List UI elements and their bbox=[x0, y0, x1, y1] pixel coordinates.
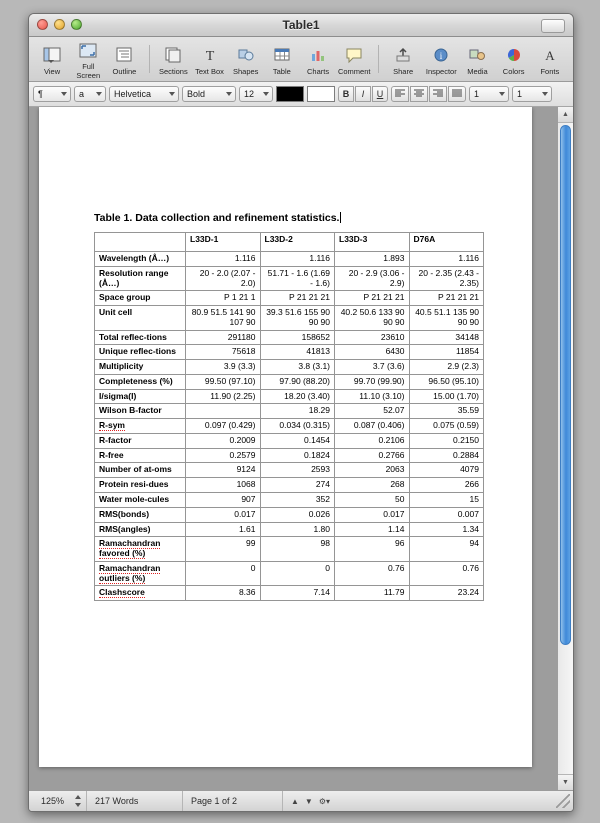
page-title-text: Table 1. Data collection and refinement statistics. bbox=[94, 212, 340, 224]
table-row-label: I/sigma(I) bbox=[95, 389, 186, 404]
toolbar-label-comment: Comment bbox=[337, 66, 371, 76]
paragraph-style-value: ¶ bbox=[38, 89, 43, 99]
textbox-icon bbox=[192, 43, 226, 67]
toolbar-item-media[interactable] bbox=[460, 43, 494, 76]
table-cell: 99 bbox=[186, 537, 261, 562]
font-style-value: Bold bbox=[187, 89, 206, 99]
table-cell: 2.9 (2.3) bbox=[409, 360, 484, 375]
table-row-label bbox=[95, 586, 186, 601]
close-button[interactable] bbox=[37, 19, 48, 30]
table-row bbox=[95, 291, 484, 306]
table-cell: 3.7 (3.6) bbox=[335, 360, 410, 375]
table-cell: 80.9 51.5 141 90 107 90 bbox=[186, 306, 261, 331]
table-cell: 96 bbox=[335, 537, 410, 562]
table-cell: 75618 bbox=[186, 345, 261, 360]
table-row bbox=[95, 345, 484, 360]
table-cell: 1.14 bbox=[335, 522, 410, 537]
toolbar-label-text-box: Text Box bbox=[195, 66, 224, 76]
scroll-up-arrow[interactable]: ▲ bbox=[558, 107, 573, 123]
toolbar-item-view[interactable] bbox=[35, 43, 69, 76]
table-row-label: R-factor bbox=[95, 433, 186, 448]
table-row bbox=[95, 419, 484, 434]
view-icon bbox=[35, 43, 69, 67]
table-row bbox=[95, 330, 484, 345]
align-center-button[interactable] bbox=[410, 86, 428, 102]
table-cell: 35.59 bbox=[409, 404, 484, 419]
window-title: Table1 bbox=[282, 18, 320, 32]
paragraph-style-select[interactable] bbox=[33, 86, 71, 102]
font-size-value: 12 bbox=[244, 89, 255, 99]
table-row-label: Number of at-oms bbox=[95, 463, 186, 478]
table-cell: P 21 21 21 bbox=[409, 291, 484, 306]
outline-icon bbox=[107, 43, 141, 67]
toolbar-label-full-screen: Full Screen bbox=[76, 62, 101, 80]
table-cell: 266 bbox=[409, 478, 484, 493]
colors-icon bbox=[497, 43, 531, 67]
table-cell: 8.36 bbox=[186, 586, 261, 601]
table-row bbox=[95, 478, 484, 493]
toolbar-item-comment[interactable] bbox=[337, 43, 371, 76]
window-titlebar[interactable] bbox=[29, 14, 573, 37]
scroll-down-arrow[interactable]: ▼ bbox=[558, 774, 573, 790]
table-cell: 0.087 (0.406) bbox=[335, 419, 410, 434]
table-cell: 94 bbox=[409, 537, 484, 562]
comment-icon bbox=[337, 43, 371, 67]
table-cell: 0 bbox=[186, 561, 261, 586]
table-cell: 0.007 bbox=[409, 507, 484, 522]
toolbar-label-charts: Charts bbox=[306, 66, 330, 76]
table-row-label: Protein resi-dues bbox=[95, 478, 186, 493]
table-row-label: Multiplicity bbox=[95, 360, 186, 375]
table-row-label: RMS(angles) bbox=[95, 522, 186, 537]
text-caret bbox=[340, 212, 341, 223]
table-cell: 2593 bbox=[260, 463, 335, 478]
page-up-icon[interactable]: ▲ bbox=[291, 796, 299, 806]
zoom-value: 125% bbox=[41, 796, 65, 806]
table-row-label: RMS(bonds) bbox=[95, 507, 186, 522]
svg-text:T: T bbox=[205, 49, 214, 65]
table-cell: 34148 bbox=[409, 330, 484, 345]
table-cell: P 1 21 1 bbox=[186, 291, 261, 306]
table-cell: 20 - 2.35 (2.43 - 2.35) bbox=[409, 266, 484, 291]
table-row bbox=[95, 266, 484, 291]
table-cell: 97.90 (88.20) bbox=[260, 374, 335, 389]
table-cell: 98 bbox=[260, 537, 335, 562]
toolbar-separator-1 bbox=[149, 45, 150, 73]
table-row-label: Total reflec-tions bbox=[95, 330, 186, 345]
table-row bbox=[95, 537, 484, 562]
table-cell: 0.1824 bbox=[260, 448, 335, 463]
fullscreen-icon bbox=[71, 38, 105, 62]
table-cell: 1068 bbox=[186, 478, 261, 493]
toolbar-label-outline: Outline bbox=[112, 66, 137, 76]
table-cell bbox=[186, 404, 261, 419]
toolbar-item-shapes[interactable] bbox=[229, 43, 263, 76]
table-cell: 9124 bbox=[186, 463, 261, 478]
table-cell: 0.2009 bbox=[186, 433, 261, 448]
table-header bbox=[95, 233, 484, 252]
main-toolbar bbox=[29, 37, 573, 82]
toolbar-item-share[interactable] bbox=[386, 43, 420, 76]
table-row-label: Wavelength (Å…) bbox=[95, 252, 186, 267]
text-color-swatch[interactable] bbox=[276, 86, 304, 102]
toolbar-toggle-button[interactable] bbox=[541, 19, 565, 33]
list-style-value: a bbox=[79, 89, 85, 99]
document-page[interactable] bbox=[39, 107, 532, 767]
resize-grip[interactable] bbox=[556, 794, 570, 808]
table-cell: 0.2766 bbox=[335, 448, 410, 463]
table-row bbox=[95, 374, 484, 389]
charts-icon bbox=[301, 43, 335, 67]
toolbar-label-media: Media bbox=[467, 66, 488, 76]
table-cell: 40.2 50.6 133 90 90 90 bbox=[335, 306, 410, 331]
table-cell: 0 bbox=[260, 561, 335, 586]
format-bar bbox=[29, 82, 573, 107]
table-row bbox=[95, 493, 484, 508]
table-cell: 99.70 (99.90) bbox=[335, 374, 410, 389]
toolbar-item-full-screen[interactable] bbox=[71, 38, 105, 80]
zoom-stepper[interactable] bbox=[75, 795, 82, 807]
toolbar-label-shapes: Shapes bbox=[232, 66, 259, 76]
underline-button[interactable]: U bbox=[372, 86, 388, 102]
table-col-header-1: L33D-1 bbox=[186, 233, 261, 252]
table-cell: 0.2884 bbox=[409, 448, 484, 463]
table-row-label: Unique reflec-tions bbox=[95, 345, 186, 360]
columns-select[interactable] bbox=[512, 86, 552, 102]
table-row-label: Space group bbox=[95, 291, 186, 306]
table-row bbox=[95, 433, 484, 448]
misspelled-word: R-sym bbox=[99, 420, 125, 431]
toolbar-item-table[interactable] bbox=[265, 43, 299, 76]
table-cell: 0.76 bbox=[409, 561, 484, 586]
table-cell: 15 bbox=[409, 493, 484, 508]
toolbar-item-fonts[interactable] bbox=[533, 43, 567, 76]
table-col-header-0 bbox=[95, 233, 186, 252]
table-row bbox=[95, 586, 484, 601]
table-cell: 41813 bbox=[260, 345, 335, 360]
fonts-icon bbox=[533, 43, 567, 67]
table-cell: 0.2579 bbox=[186, 448, 261, 463]
font-family-select[interactable] bbox=[109, 86, 179, 102]
table-cell: 7.14 bbox=[260, 586, 335, 601]
toolbar-item-outline[interactable] bbox=[107, 43, 141, 76]
table-row-label: R-free bbox=[95, 448, 186, 463]
fill-color-swatch[interactable] bbox=[307, 86, 335, 102]
table-row bbox=[95, 360, 484, 375]
table-row bbox=[95, 463, 484, 478]
table-cell: P 21 21 21 bbox=[335, 291, 410, 306]
italic-button[interactable]: I bbox=[355, 86, 371, 102]
table-cell: 1.116 bbox=[260, 252, 335, 267]
table-row-label: Completeness (%) bbox=[95, 374, 186, 389]
table-row-label bbox=[95, 419, 186, 434]
align-right-button[interactable] bbox=[429, 86, 447, 102]
zoom-control[interactable] bbox=[33, 791, 87, 811]
toolbar-item-text-box[interactable] bbox=[192, 43, 226, 76]
table-cell: 11854 bbox=[409, 345, 484, 360]
table-cell: 352 bbox=[260, 493, 335, 508]
table-cell: 4079 bbox=[409, 463, 484, 478]
line-spacing-value: 1 bbox=[474, 89, 480, 99]
table-cell: 1.80 bbox=[260, 522, 335, 537]
table-cell: 1.34 bbox=[409, 522, 484, 537]
align-justify-button[interactable] bbox=[448, 86, 466, 102]
toolbar-label-share: Share bbox=[393, 66, 414, 76]
table-cell: 274 bbox=[260, 478, 335, 493]
toolbar-label-table: Table bbox=[272, 66, 291, 76]
table-header-row bbox=[95, 233, 484, 252]
table-cell: 2063 bbox=[335, 463, 410, 478]
sections-icon bbox=[156, 43, 190, 67]
page-settings-icon[interactable]: ⚙▾ bbox=[318, 796, 331, 806]
zoom-button[interactable] bbox=[71, 19, 82, 30]
svg-text:i: i bbox=[440, 51, 443, 62]
table-cell: 0.026 bbox=[260, 507, 335, 522]
table-cell: 50 bbox=[335, 493, 410, 508]
table-cell: 3.9 (3.3) bbox=[186, 360, 261, 375]
media-icon bbox=[460, 43, 494, 67]
table-cell: 96.50 (95.10) bbox=[409, 374, 484, 389]
table-icon bbox=[265, 43, 299, 67]
table-row bbox=[95, 507, 484, 522]
page-down-icon[interactable]: ▼ bbox=[304, 796, 313, 806]
table-cell: 23.24 bbox=[409, 586, 484, 601]
misspelled-word: Clashscore bbox=[99, 587, 145, 598]
table-cell: 15.00 (1.70) bbox=[409, 389, 484, 404]
font-size-select[interactable] bbox=[239, 86, 273, 102]
align-left-button[interactable] bbox=[391, 86, 409, 102]
minimize-button[interactable] bbox=[54, 19, 65, 30]
scrollbar-thumb[interactable] bbox=[560, 125, 571, 645]
table-cell: 20 - 2.9 (3.06 - 2.9) bbox=[335, 266, 410, 291]
table-cell: 0.075 (0.59) bbox=[409, 419, 484, 434]
table-cell: 1.61 bbox=[186, 522, 261, 537]
table-cell: 268 bbox=[335, 478, 410, 493]
toolbar-item-sections[interactable] bbox=[156, 43, 190, 76]
table-cell: 23610 bbox=[335, 330, 410, 345]
word-count: 217 Words bbox=[87, 791, 183, 811]
table-cell: 291180 bbox=[186, 330, 261, 345]
toolbar-item-charts[interactable] bbox=[301, 43, 335, 76]
table-cell: 11.90 (2.25) bbox=[186, 389, 261, 404]
table-row-label: Wilson B-factor bbox=[95, 404, 186, 419]
table-row-label: Water mole-cules bbox=[95, 493, 186, 508]
table-body bbox=[95, 252, 484, 601]
table-cell: 39.3 51.6 155 90 90 90 bbox=[260, 306, 335, 331]
table-cell: 0.097 (0.429) bbox=[186, 419, 261, 434]
table-cell: 3.8 (3.1) bbox=[260, 360, 335, 375]
page-scroll-region bbox=[29, 107, 557, 790]
table-cell: 0.76 bbox=[335, 561, 410, 586]
toolbar-label-inspector: Inspector bbox=[425, 66, 457, 76]
toolbar-separator-2 bbox=[378, 45, 379, 73]
page-nav-controls[interactable] bbox=[283, 797, 338, 806]
document-area bbox=[29, 107, 573, 790]
table-cell: 51.71 - 1.6 (1.69 - 1.6) bbox=[260, 266, 335, 291]
table-cell: 158652 bbox=[260, 330, 335, 345]
table-col-header-2: L33D-2 bbox=[260, 233, 335, 252]
table-row bbox=[95, 306, 484, 331]
table-cell: 0.017 bbox=[186, 507, 261, 522]
share-icon bbox=[386, 43, 420, 67]
table-cell: 1.116 bbox=[409, 252, 484, 267]
inspector-icon bbox=[424, 43, 458, 67]
toolbar-label-fonts: Fonts bbox=[540, 66, 560, 76]
svg-text:A: A bbox=[545, 48, 555, 64]
table-row bbox=[95, 522, 484, 537]
table-cell: 0.2150 bbox=[409, 433, 484, 448]
table-col-header-4: D76A bbox=[409, 233, 484, 252]
table-cell: 40.5 51.1 135 90 90 90 bbox=[409, 306, 484, 331]
table-cell: 11.10 (3.10) bbox=[335, 389, 410, 404]
table-col-header-3: L33D-3 bbox=[335, 233, 410, 252]
page-title bbox=[94, 212, 341, 224]
toolbar-label-colors: Colors bbox=[502, 66, 525, 76]
table-cell: 1.116 bbox=[186, 252, 261, 267]
table-row-label bbox=[95, 537, 186, 562]
list-style-select[interactable] bbox=[74, 86, 106, 102]
table-cell: 6430 bbox=[335, 345, 410, 360]
table-row bbox=[95, 404, 484, 419]
alignment-group bbox=[391, 86, 466, 102]
misspelled-word: Ramachandran outliers (%) bbox=[99, 562, 161, 583]
toolbar-label-view: View bbox=[44, 66, 61, 76]
table-row bbox=[95, 561, 484, 586]
table-cell: 11.79 bbox=[335, 586, 410, 601]
table-cell: P 21 21 21 bbox=[260, 291, 335, 306]
table-row-label bbox=[95, 561, 186, 586]
bold-button[interactable]: B bbox=[338, 86, 354, 102]
table-cell: 0.017 bbox=[335, 507, 410, 522]
shapes-icon bbox=[229, 43, 263, 67]
table-cell: 0.2106 bbox=[335, 433, 410, 448]
table-cell: 1.893 bbox=[335, 252, 410, 267]
table-cell: 0.034 (0.315) bbox=[260, 419, 335, 434]
font-style-select[interactable] bbox=[182, 86, 236, 102]
table-cell: 18.29 bbox=[260, 404, 335, 419]
line-spacing-select[interactable] bbox=[469, 86, 509, 102]
table-cell: 18.20 (3.40) bbox=[260, 389, 335, 404]
table-cell: 907 bbox=[186, 493, 261, 508]
toolbar-item-colors[interactable] bbox=[497, 43, 531, 76]
table-row bbox=[95, 448, 484, 463]
table-cell: 0.1454 bbox=[260, 433, 335, 448]
toolbar-label-sections: Sections bbox=[158, 66, 188, 76]
table-row bbox=[95, 389, 484, 404]
page-indicator: Page 1 of 2 bbox=[183, 791, 283, 811]
table-cell: 99.50 (97.10) bbox=[186, 374, 261, 389]
table-row-label: Resolution range (Å…) bbox=[95, 266, 186, 291]
status-bar bbox=[29, 790, 573, 811]
misspelled-word: Ramachandran favored (%) bbox=[99, 538, 161, 559]
table-row bbox=[95, 252, 484, 267]
font-family-value: Helvetica bbox=[114, 89, 152, 99]
table-cell: 52.07 bbox=[335, 404, 410, 419]
document-window bbox=[28, 13, 574, 812]
vertical-scrollbar[interactable] bbox=[557, 107, 573, 790]
window-controls bbox=[37, 19, 82, 30]
statistics-table[interactable] bbox=[94, 232, 484, 601]
columns-value: 1 bbox=[517, 89, 523, 99]
table-cell: 20 - 2.0 (2.07 - 2.0) bbox=[186, 266, 261, 291]
toolbar-item-inspector[interactable] bbox=[424, 43, 458, 76]
text-style-group bbox=[338, 86, 388, 102]
table-row-label: Unit cell bbox=[95, 306, 186, 331]
